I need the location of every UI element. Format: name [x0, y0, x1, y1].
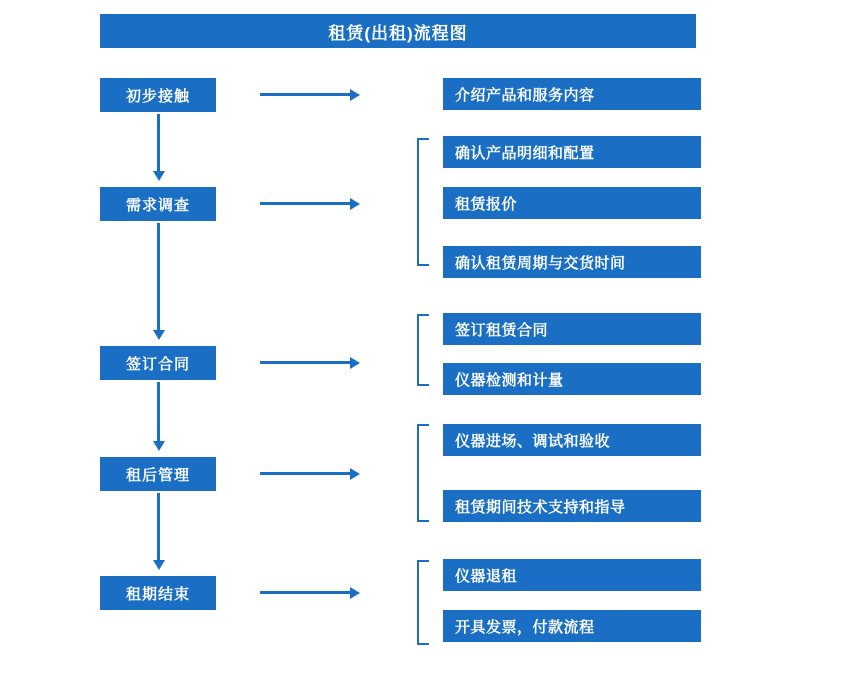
task-box-5: 签订租赁合同 [443, 313, 701, 345]
vertical-arrow-3 [157, 382, 160, 442]
vertical-arrow-4 [157, 493, 160, 561]
task-box-10: 开具发票，付款流程 [443, 610, 701, 642]
horizontal-arrow-5 [260, 591, 350, 594]
vertical-arrow-2 [157, 223, 160, 331]
horizontal-arrow-4 [260, 472, 350, 475]
task-box-6: 仪器检测和计量 [443, 363, 701, 395]
task-box-9: 仪器退租 [443, 559, 701, 591]
stage-box-4: 租后管理 [100, 457, 216, 491]
horizontal-arrow-1 [260, 93, 350, 96]
stage-box-3: 签订合同 [100, 346, 216, 380]
stage-box-2: 需求调查 [100, 187, 216, 221]
task-box-2: 确认产品明细和配置 [443, 136, 701, 168]
task-box-4: 确认租赁周期与交货时间 [443, 246, 701, 278]
bracket-group-3 [417, 314, 429, 386]
task-box-1: 介绍产品和服务内容 [443, 78, 701, 110]
task-box-8: 租赁期间技术支持和指导 [443, 490, 701, 522]
task-box-7: 仪器进场、调试和验收 [443, 424, 701, 456]
page-title: 租赁(出租)流程图 [100, 14, 696, 48]
horizontal-arrow-3 [260, 361, 350, 364]
bracket-group-5 [417, 560, 429, 645]
vertical-arrow-1 [157, 114, 160, 172]
bracket-group-2 [417, 138, 429, 266]
horizontal-arrow-2 [260, 202, 350, 205]
stage-box-5: 租期结束 [100, 576, 216, 610]
task-box-3: 租赁报价 [443, 187, 701, 219]
bracket-group-4 [417, 424, 429, 522]
stage-box-1: 初步接触 [100, 78, 216, 112]
